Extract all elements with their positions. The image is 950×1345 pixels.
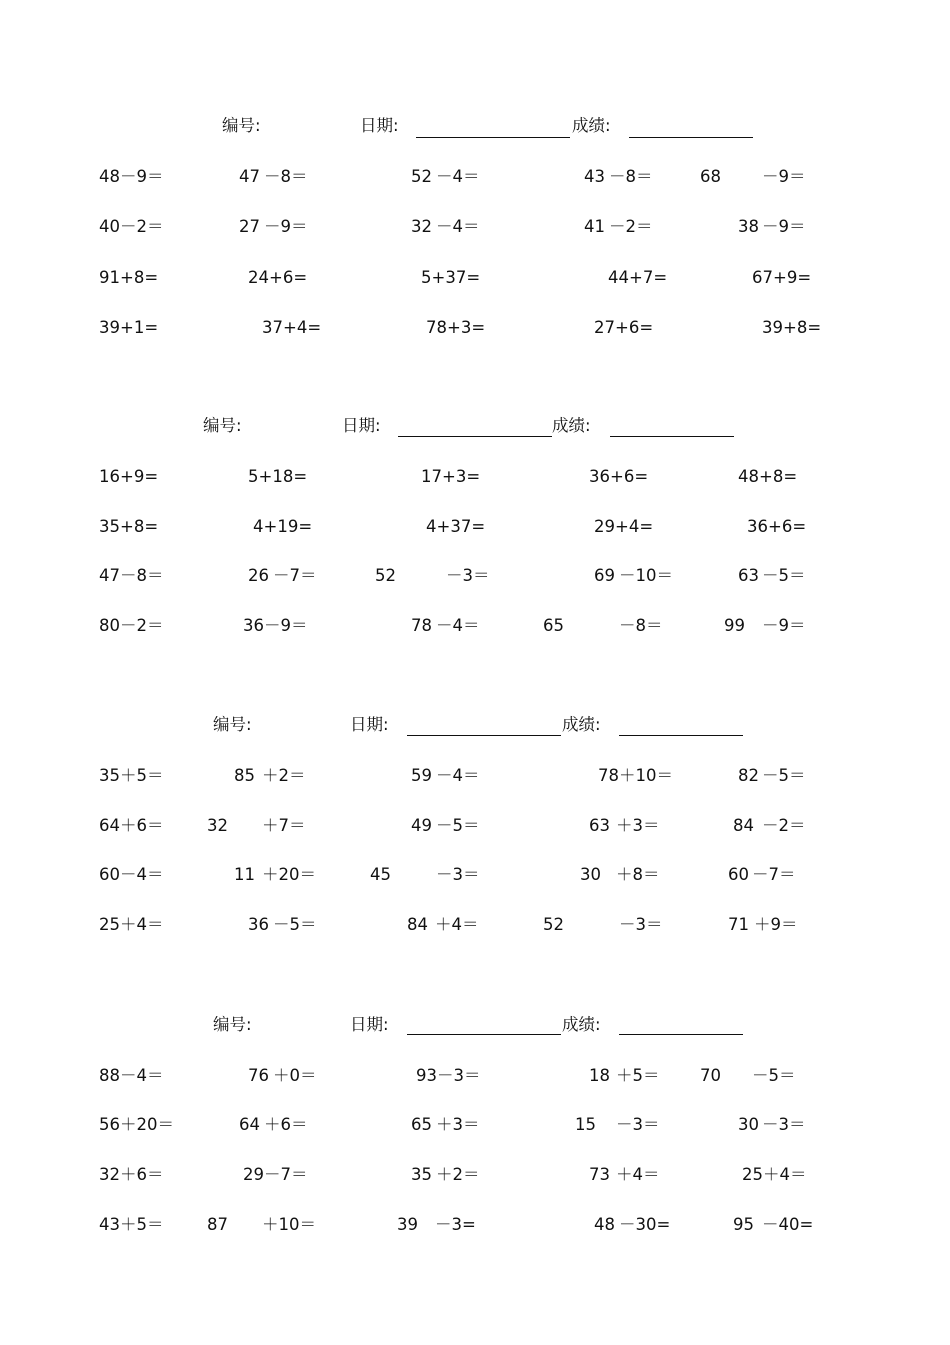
problem-operator: －9＝	[762, 167, 806, 186]
problem-operand: 71	[728, 915, 749, 934]
problem-operand: 65	[411, 1115, 432, 1134]
problem: 35+8=	[99, 517, 159, 536]
problem: 39+8=	[762, 318, 822, 337]
problem-operand: 85	[234, 766, 255, 785]
problem-operator: －9＝	[762, 616, 806, 635]
problem-operator: ＋2＝	[436, 1165, 480, 1184]
problem: 47－8＝	[99, 566, 164, 585]
problem-operator: －2＝	[762, 816, 806, 835]
problem-operand: 63	[738, 566, 759, 585]
problem-operand: 64	[239, 1115, 260, 1134]
problem: 60－4＝	[99, 865, 164, 884]
date-label: 日期:	[350, 1015, 389, 1034]
score-label: 成绩:	[562, 715, 601, 734]
problem-operand: 35	[411, 1165, 432, 1184]
problem-operand: 32	[411, 217, 432, 236]
problem-operator: －30=	[619, 1215, 671, 1234]
date-label: 日期:	[360, 116, 399, 135]
problem: 17+3=	[421, 467, 481, 486]
problem-operand: 78	[411, 616, 432, 635]
problem-operand: 52	[543, 915, 564, 934]
problem-operand: 82	[738, 766, 759, 785]
date-label: 日期:	[342, 416, 381, 435]
problem-operator: －5＝	[752, 1066, 796, 1085]
problem-operator: －3＝	[762, 1115, 806, 1134]
score-blank-line[interactable]	[629, 137, 753, 138]
problem-operand: 49	[411, 816, 432, 835]
problem-operand: 52	[411, 167, 432, 186]
problem-operand: 63	[589, 816, 610, 835]
problem: 32＋6＝	[99, 1165, 164, 1184]
problem: 44+7=	[608, 268, 668, 287]
problem-operand: 15	[575, 1115, 596, 1134]
score-blank-line[interactable]	[619, 735, 743, 736]
problem-operator: ＋3＝	[616, 816, 660, 835]
problem-operator: －8＝	[619, 616, 663, 635]
problem: 25＋4＝	[742, 1165, 807, 1184]
date-label: 日期:	[350, 715, 389, 734]
problem: 24+6=	[248, 268, 308, 287]
problem: 43＋5＝	[99, 1215, 164, 1234]
problem-operand: 76	[248, 1066, 269, 1085]
problem-operand: 87	[207, 1215, 228, 1234]
problem: 39+1=	[99, 318, 159, 337]
problem-operator: －3＝	[436, 865, 480, 884]
problem: 27+6=	[594, 318, 654, 337]
problem-operand: 18	[589, 1066, 610, 1085]
problem-operand: 84	[733, 816, 754, 835]
problem-operand: 69	[594, 566, 615, 585]
problem-operand: 26	[248, 566, 269, 585]
problem-operand: 30	[580, 865, 601, 884]
problem-operator: ＋3＝	[436, 1115, 480, 1134]
problem-operator: －3＝	[446, 566, 490, 585]
problem: 29－7＝	[243, 1165, 308, 1184]
problem-operator: －4＝	[436, 766, 480, 785]
problem-operator: －4＝	[436, 167, 480, 186]
date-blank-line[interactable]	[407, 735, 561, 736]
problem-operator: －5＝	[436, 816, 480, 835]
problem-operand: 41	[584, 217, 605, 236]
problem-operator: －10＝	[619, 566, 673, 585]
number-label: 编号:	[213, 715, 252, 734]
problem-operator: ＋7＝	[262, 816, 306, 835]
score-label: 成绩:	[562, 1015, 601, 1034]
number-label: 编号:	[222, 116, 261, 135]
problem: 4+19=	[253, 517, 313, 536]
problem-operator: －3=	[435, 1215, 476, 1234]
problem-operator: －8＝	[609, 167, 653, 186]
problem-operator: ＋5＝	[616, 1066, 660, 1085]
problem-operand: 48	[594, 1215, 615, 1234]
problem-operand: 68	[700, 167, 721, 186]
problem-operand: 39	[397, 1215, 418, 1234]
problem-operand: 36	[248, 915, 269, 934]
problem: 36+6=	[747, 517, 807, 536]
problem: 93－3＝	[416, 1066, 481, 1085]
problem: 36－9＝	[243, 616, 308, 635]
problem: 48－9＝	[99, 167, 164, 186]
problem-operator: ＋2＝	[262, 766, 306, 785]
score-label: 成绩:	[572, 116, 611, 135]
problem: 78+3=	[426, 318, 486, 337]
problem-operand: 99	[724, 616, 745, 635]
problem-operator: ＋20＝	[262, 865, 316, 884]
problem-operand: 38	[738, 217, 759, 236]
problem-operand: 95	[733, 1215, 754, 1234]
problem-operand: 45	[370, 865, 391, 884]
problem-operand: 52	[375, 566, 396, 585]
score-blank-line[interactable]	[610, 436, 734, 437]
problem-operator: －3＝	[616, 1115, 660, 1134]
problem: 36+6=	[589, 467, 649, 486]
problem: 4+37=	[426, 517, 486, 536]
problem-operand: 70	[700, 1066, 721, 1085]
problem-operator: －5＝	[762, 566, 806, 585]
problem-operator: －5＝	[762, 766, 806, 785]
problem: 88－4＝	[99, 1066, 164, 1085]
problem-operand: 32	[207, 816, 228, 835]
problem-operand: 47	[239, 167, 260, 186]
problem: 64＋6＝	[99, 816, 164, 835]
problem-operand: 11	[234, 865, 255, 884]
date-blank-line[interactable]	[416, 137, 570, 138]
problem-operator: －7＝	[752, 865, 796, 884]
problem-operand: 59	[411, 766, 432, 785]
problem-operator: ＋8＝	[616, 865, 660, 884]
problem-operand: 84	[407, 915, 428, 934]
problem: 5+18=	[248, 467, 308, 486]
problem-operand: 65	[543, 616, 564, 635]
score-label: 成绩:	[552, 416, 591, 435]
problem: 56＋20＝	[99, 1115, 174, 1134]
problem-operator: ＋4＝	[616, 1165, 660, 1184]
problem-operator: －2＝	[609, 217, 653, 236]
problem: 37+4=	[262, 318, 322, 337]
problem: 48+8=	[738, 467, 798, 486]
score-blank-line[interactable]	[619, 1034, 743, 1035]
problem: 67+9=	[752, 268, 812, 287]
problem: 35＋5＝	[99, 766, 164, 785]
problem: 40－2＝	[99, 217, 164, 236]
problem-operator: －8＝	[264, 167, 308, 186]
number-label: 编号:	[213, 1015, 252, 1034]
problem-operator: ＋0＝	[273, 1066, 317, 1085]
problem-operator: －7＝	[273, 566, 317, 585]
problem-operand: 43	[584, 167, 605, 186]
number-label: 编号:	[203, 416, 242, 435]
problem-operator: －5＝	[273, 915, 317, 934]
problem: 16+9=	[99, 467, 159, 486]
problem-operator: －9＝	[264, 217, 308, 236]
problem: 78＋10＝	[598, 766, 673, 785]
problem: 80－2＝	[99, 616, 164, 635]
problem-operator: －4＝	[436, 616, 480, 635]
problem-operand: 60	[728, 865, 749, 884]
problem-operator: ＋6＝	[264, 1115, 308, 1134]
date-blank-line[interactable]	[407, 1034, 561, 1035]
problem-operator: ＋9＝	[754, 915, 798, 934]
problem-operator: －4＝	[436, 217, 480, 236]
problem: 91+8=	[99, 268, 159, 287]
problem-operator: －9＝	[762, 217, 806, 236]
problem-operand: 30	[738, 1115, 759, 1134]
problem-operator: －40=	[762, 1215, 814, 1234]
problem: 25＋4＝	[99, 915, 164, 934]
date-blank-line[interactable]	[398, 436, 552, 437]
problem-operand: 73	[589, 1165, 610, 1184]
problem-operator: ＋10＝	[262, 1215, 316, 1234]
problem-operator: ＋4＝	[435, 915, 479, 934]
problem-operator: －3＝	[619, 915, 663, 934]
problem: 29+4=	[594, 517, 654, 536]
problem-operand: 27	[239, 217, 260, 236]
problem: 5+37=	[421, 268, 481, 287]
